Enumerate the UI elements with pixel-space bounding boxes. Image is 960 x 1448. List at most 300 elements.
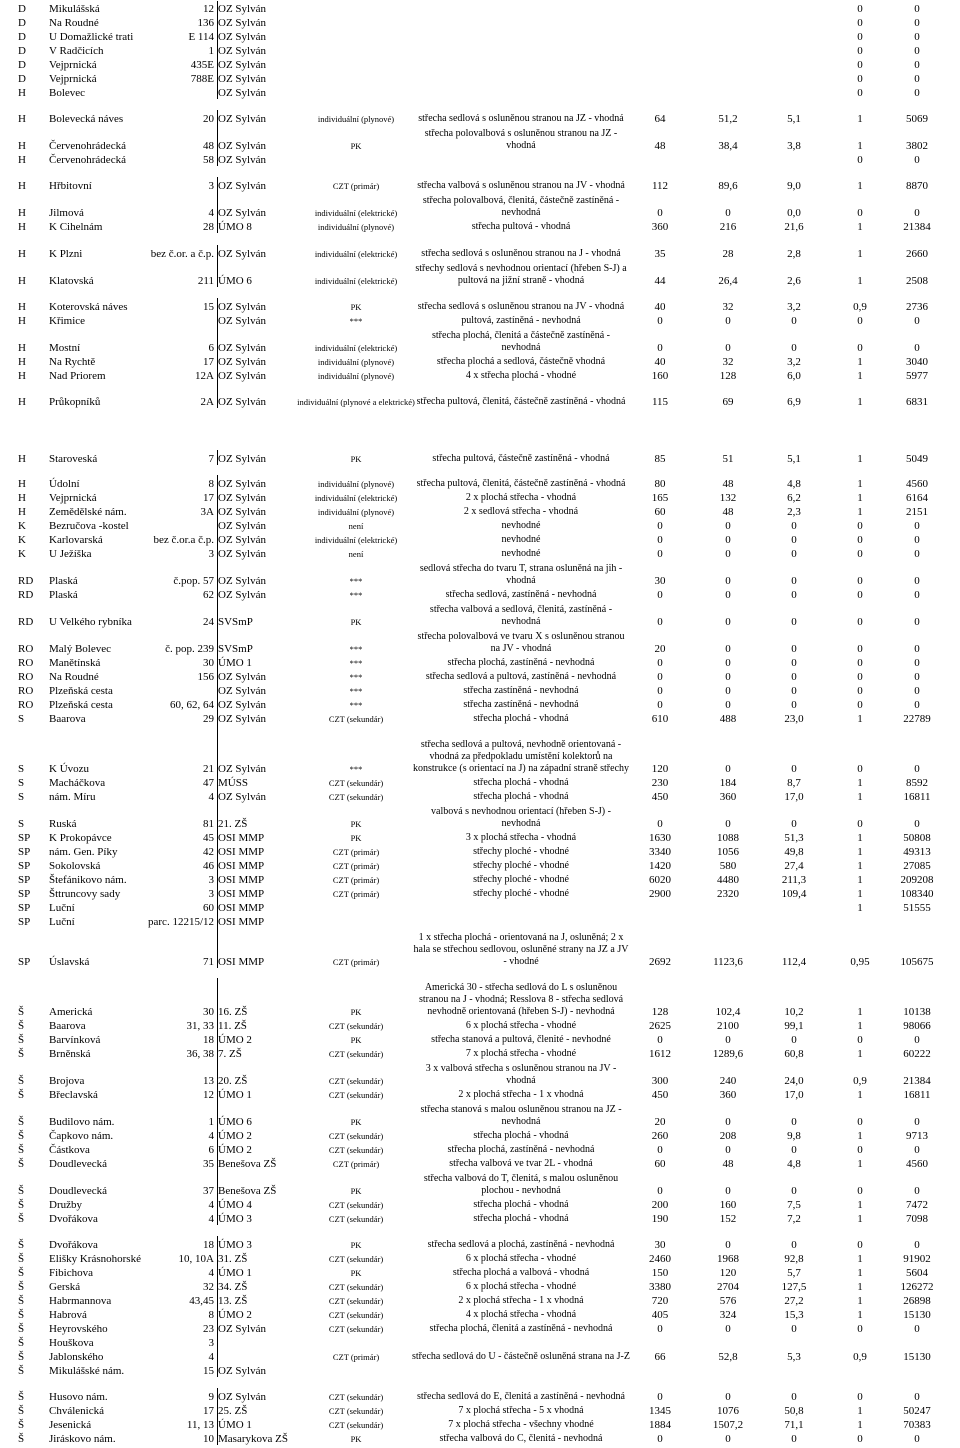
cell-street: Gerská — [49, 1281, 81, 1293]
cell-num: 21 — [203, 763, 214, 775]
cell-roof: střecha pultová, částečně zastíněná - vhodná — [432, 453, 610, 464]
cell-street: U Domažlické trati — [49, 31, 134, 43]
cell-v3 — [772, 43, 816, 57]
cell-v2: 0 — [725, 643, 731, 655]
cell-roof: 6 x plochá střecha - vhodné — [465, 1281, 577, 1292]
cell-v1: 0 — [657, 342, 663, 354]
cell-heat: CZT (sekundár) — [328, 1049, 384, 1059]
cell-heat: *** — [349, 590, 363, 600]
cell-v3: 17,0 — [784, 1089, 804, 1101]
cell-roof: 3 x plochá střecha - vhodná — [465, 832, 577, 843]
cell-v1: 30 — [654, 575, 666, 587]
cell-v5: 0 — [914, 1239, 920, 1251]
cell-street: Habrmannova — [49, 1295, 112, 1307]
cell-v4: 0 — [857, 31, 863, 43]
cell-v2 — [700, 1335, 756, 1349]
cell-num — [140, 683, 214, 697]
cell-roof: střecha sedlová do U - částečně osluněná strana na J-Z — [412, 1351, 630, 1362]
cell-cat: SP — [18, 888, 31, 900]
cell-v2: 0 — [725, 1433, 731, 1445]
cell-num: č. pop. 239 — [165, 643, 214, 655]
cell-roof: střecha sedlová a plochá, zastíněná - nevhodná — [427, 1239, 615, 1250]
cell-v5: 0 — [914, 575, 920, 587]
cell-v4 — [838, 1363, 882, 1377]
cell-v2 — [700, 900, 756, 914]
cell-v2: 488 — [719, 713, 737, 725]
cell-roof: nevhodné — [501, 548, 541, 559]
cell-num: 17 — [203, 492, 214, 504]
cell-owner: OZ Sylván — [217, 177, 298, 192]
cell-v2: 51,2 — [718, 113, 738, 125]
cell-v3: 0 — [791, 818, 797, 830]
cell-street: Brněnská — [49, 1048, 91, 1060]
cell-v1: 60 — [654, 506, 666, 518]
cell-v3: 51,3 — [784, 832, 804, 844]
table-row — [0, 354, 960, 368]
cell-v3: 15,3 — [784, 1309, 804, 1321]
cell-cat: Š — [18, 1048, 25, 1060]
cell-cat: Š — [18, 1116, 25, 1128]
cell-cat: H — [18, 207, 26, 219]
cell-street: Plzeňská cesta — [49, 699, 113, 711]
cell-num: 4 — [208, 1351, 214, 1363]
table-row — [0, 683, 960, 697]
cell-owner: ÚMO 1 — [217, 1087, 298, 1101]
cell-v5: 2660 — [906, 248, 928, 260]
cell-v3 — [772, 900, 816, 914]
cell-v5: 2508 — [906, 275, 928, 287]
cell-street: Na Roudné — [49, 17, 99, 29]
cell-cat: D — [18, 17, 26, 29]
cell-v4: 1 — [857, 902, 863, 914]
cell-v2: 0 — [725, 575, 731, 587]
cell-heat: individuální (plynové) — [317, 507, 395, 517]
cell-v5: 0 — [914, 1391, 920, 1403]
cell-roof: střecha pultová, členitá, částečně zastíněná - vhodná — [416, 478, 626, 489]
cell-v4: 1 — [857, 1048, 863, 1060]
table-row — [0, 177, 960, 192]
cell-roof: střecha sedlová a pultová, zastíněná - nevhodná — [425, 671, 617, 682]
table-row — [0, 1403, 960, 1417]
cell-heat: CZT (sekundár) — [328, 1090, 384, 1100]
cell-v2: 324 — [719, 1309, 737, 1321]
cell-heat: PK — [350, 1240, 362, 1250]
cell-heat: CZT (sekundár) — [328, 792, 384, 802]
cell-owner: OZ Sylván — [217, 560, 298, 587]
cell-v5: 0 — [914, 59, 920, 71]
cell-v4: 1 — [857, 248, 863, 260]
cell-cat: Š — [18, 1239, 25, 1251]
cell-num: 12A — [195, 370, 214, 382]
cell-v2: 0 — [725, 671, 731, 683]
table-row — [0, 1321, 960, 1335]
cell-heat: CZT (sekundár) — [328, 1310, 384, 1320]
cell-v4: 1 — [857, 113, 863, 125]
cell-v1: 720 — [651, 1295, 669, 1307]
cell-v1: 0 — [657, 1034, 663, 1046]
cell-num: 6 — [208, 342, 214, 354]
cell-v3: 2,3 — [787, 506, 801, 518]
cell-owner: OZ Sylván — [217, 192, 298, 219]
cell-street: Průkopníků — [49, 396, 101, 408]
cell-cat: H — [18, 113, 26, 125]
cell-v1: 2625 — [649, 1020, 671, 1032]
cell-heat: *** — [349, 316, 363, 326]
cell-v4: 0 — [857, 73, 863, 85]
cell-v2: 0 — [725, 548, 731, 560]
cell-street: Sokolovská — [49, 860, 101, 872]
cell-street: Údolní — [49, 478, 80, 490]
cell-street: Čapkovo nám. — [49, 1130, 114, 1142]
cell-num: 6 — [208, 1144, 214, 1156]
cell-owner: ÚMO 8 — [217, 219, 298, 233]
cell-v1: 0 — [657, 534, 663, 546]
cell-cat: H — [18, 370, 26, 382]
cell-v2: 576 — [719, 1295, 737, 1307]
cell-owner: 25. ZŠ — [217, 1403, 298, 1417]
table-row — [0, 914, 960, 928]
cell-num: 4 — [208, 207, 214, 219]
cell-v1: 0 — [657, 207, 663, 219]
cell-v2: 216 — [719, 221, 737, 233]
cell-cat: H — [18, 315, 26, 327]
cell-num — [140, 518, 214, 532]
cell-v1: 64 — [654, 113, 666, 125]
cell-cat: Š — [18, 1034, 25, 1046]
cell-owner: OSI MMP — [217, 830, 298, 844]
cell-v4: 0 — [857, 657, 863, 669]
cell-v2: 26,4 — [718, 275, 738, 287]
cell-v4: 0 — [857, 1034, 863, 1046]
cell-num: 30 — [203, 657, 214, 669]
cell-v2: 0 — [725, 589, 731, 601]
table-row — [0, 1101, 960, 1128]
cell-roof: 7 x plochá střecha - všechny vhodné — [448, 1419, 594, 1430]
cell-num: 47 — [203, 777, 214, 789]
cell-cat: H — [18, 396, 26, 408]
cell-v4: 0 — [857, 685, 863, 697]
cell-street: Jesenická — [49, 1419, 92, 1431]
cell-cat: H — [18, 478, 26, 490]
cell-num: 37 — [203, 1185, 214, 1197]
cell-num: 46 — [203, 860, 214, 872]
cell-owner: OZ Sylván — [217, 1363, 298, 1377]
cell-roof — [412, 43, 630, 57]
cell-v4: 0,95 — [850, 956, 870, 968]
cell-v2: 0 — [725, 1323, 731, 1335]
cell-cat: S — [18, 818, 25, 830]
cell-num: 156 — [197, 671, 214, 683]
table-row — [0, 1349, 960, 1363]
cell-v1: 160 — [651, 370, 669, 382]
cell-owner: 11. ZŠ — [217, 1018, 298, 1032]
cell-v5: 3040 — [906, 356, 928, 368]
cell-v4: 1 — [857, 1130, 863, 1142]
cell-street: Baarova — [49, 713, 86, 725]
cell-street: Fibichova — [49, 1267, 93, 1279]
cell-street: V Radčicích — [49, 45, 104, 57]
cell-v3: 6,2 — [787, 492, 801, 504]
cell-v2 — [700, 914, 756, 928]
cell-v1: 85 — [654, 453, 666, 465]
cell-cat: D — [18, 45, 26, 57]
cell-v1: 0 — [657, 1144, 663, 1156]
cell-v5: 0 — [914, 87, 920, 99]
cell-cat: H — [18, 180, 26, 192]
cell-num: 62 — [203, 589, 214, 601]
cell-num: č.pop. 57 — [173, 575, 214, 587]
cell-roof: střecha polovalbová ve tvaru X s osluněnou stranou na JV - vhodná — [417, 631, 625, 654]
cell-v4: 0 — [857, 1239, 863, 1251]
cell-v3: 0 — [791, 1433, 797, 1445]
cell-v2: 0 — [725, 1185, 731, 1197]
cell-roof: střecha pultová - vhodná — [471, 221, 571, 232]
cell-num: 9 — [208, 1391, 214, 1403]
cell-owner: OZ Sylván — [217, 43, 298, 57]
cell-num: 42 — [203, 846, 214, 858]
cell-num: 13 — [203, 1075, 214, 1087]
cell-v3: 0 — [791, 671, 797, 683]
cell-v5: 0 — [914, 73, 920, 85]
cell-num: 35 — [203, 1158, 214, 1170]
cell-v4: 0 — [857, 1433, 863, 1445]
cell-owner: OZ Sylván — [217, 504, 298, 518]
cell-v4: 0 — [857, 154, 863, 166]
cell-v1: 60 — [654, 1158, 666, 1170]
cell-v2: 240 — [719, 1075, 737, 1087]
cell-v2: 160 — [719, 1199, 737, 1211]
cell-v3: 3,2 — [787, 356, 801, 368]
cell-cat: Š — [18, 1020, 25, 1032]
cell-v2: 28 — [722, 248, 734, 260]
cell-v2: 132 — [719, 492, 737, 504]
cell-cat: D — [18, 73, 26, 85]
cell-street: Budilovo nám. — [49, 1116, 115, 1128]
cell-cat: Š — [18, 1419, 25, 1431]
cell-v4: 1 — [857, 1253, 863, 1265]
cell-heat: individuální (elektrické) — [314, 276, 398, 286]
cell-street: U Velkého rybníka — [49, 616, 132, 628]
table-row — [0, 110, 960, 125]
cell-v3: 0 — [791, 699, 797, 711]
cell-street: Částkova — [49, 1144, 90, 1156]
cell-owner: OSI MMP — [217, 858, 298, 872]
table-row — [0, 1087, 960, 1101]
cell-v3 — [772, 85, 816, 99]
cell-v3: 0 — [791, 342, 797, 354]
cell-owner: OZ Sylván — [217, 29, 298, 43]
cell-heat: CZT (sekundár) — [328, 1214, 384, 1224]
cell-street: Luční — [49, 902, 75, 914]
cell-v2: 120 — [719, 1267, 737, 1279]
cell-heat: CZT (primár) — [332, 847, 380, 857]
cell-v3: 5,7 — [787, 1267, 801, 1279]
table-row — [0, 669, 960, 683]
cell-roof: střecha sedlová s osluněnou stranou na J - vhodná — [421, 248, 621, 259]
cell-num: 20 — [203, 113, 214, 125]
cell-num: 29 — [203, 713, 214, 725]
cell-street: K Plzni — [49, 248, 83, 260]
cell-num: 3 — [208, 1337, 214, 1349]
cell-street: Bolevec — [49, 87, 86, 99]
cell-street: Doudlevecká — [49, 1158, 108, 1170]
cell-v2: 2100 — [717, 1020, 739, 1032]
cell-owner: ÚMO 1 — [217, 1265, 298, 1279]
cell-owner: OZ Sylván — [217, 382, 298, 408]
table-row — [0, 43, 960, 57]
cell-v4: 0 — [857, 589, 863, 601]
cell-v2: 1289,6 — [712, 1048, 744, 1060]
cell-v2: 89,6 — [718, 180, 738, 192]
cell-heat: individuální (elektrické) — [314, 535, 398, 545]
cell-roof: 2 x plochá střecha - 1 x vhodná — [458, 1295, 584, 1306]
cell-heat: PK — [350, 833, 362, 843]
cell-cat: SP — [18, 846, 31, 858]
cell-v1: 1420 — [649, 860, 671, 872]
cell-v2 — [700, 85, 756, 99]
table-row — [0, 368, 960, 382]
cell-v4: 1 — [857, 1281, 863, 1293]
cell-roof: střecha valbová do C, členitá - nevhodná — [439, 1433, 603, 1444]
cell-v1: 0 — [657, 1323, 663, 1335]
cell-v5: 5069 — [906, 113, 928, 125]
cell-street: Malý Bolevec — [49, 643, 112, 655]
cell-heat: CZT (sekundár) — [328, 1324, 384, 1334]
cell-num: E 114 — [188, 31, 214, 43]
cell-cat: Š — [18, 1309, 25, 1321]
cell-num: 15 — [203, 301, 214, 313]
cell-v5: 0 — [914, 657, 920, 669]
cell-street: Houškova — [49, 1337, 94, 1349]
cell-owner: OZ Sylván — [217, 152, 298, 166]
table-row — [0, 1307, 960, 1321]
cell-num: 30 — [203, 1006, 214, 1018]
cell-v2 — [700, 1363, 756, 1377]
cell-v1: 2460 — [649, 1253, 671, 1265]
cell-street: Barvínková — [49, 1034, 101, 1046]
cell-roof: střecha zastíněná - nevhodná — [463, 685, 579, 696]
cell-v4: 0 — [857, 315, 863, 327]
cell-roof: střecha sedlová, zastíněná - nevhodná — [445, 589, 597, 600]
cell-v1 — [640, 43, 680, 57]
cell-v3: 0 — [791, 685, 797, 697]
cell-owner: OZ Sylván — [217, 71, 298, 85]
cell-heat — [296, 1, 416, 15]
cell-v1: 0 — [657, 671, 663, 683]
cell-roof: střecha plochá - vhodná — [473, 1130, 569, 1141]
table-row — [0, 725, 960, 775]
table-row — [0, 830, 960, 844]
cell-roof: 2 x plochá střecha - 1 x vhodná — [458, 1089, 584, 1100]
cell-num: 71 — [203, 956, 214, 968]
cell-v2: 32 — [722, 356, 734, 368]
cell-owner: 13. ZŠ — [217, 1293, 298, 1307]
cell-heat: *** — [349, 644, 363, 654]
cell-heat — [296, 43, 416, 57]
cell-v3: 5,1 — [787, 113, 801, 125]
table-row — [0, 628, 960, 655]
cell-v1 — [640, 85, 680, 99]
cell-roof: 6 x plochá střecha - vhodné — [465, 1253, 577, 1264]
cell-v1: 66 — [654, 1351, 666, 1363]
cell-cat: Š — [18, 1391, 25, 1403]
cell-cat: Š — [18, 1185, 25, 1197]
cell-v1: 0 — [657, 589, 663, 601]
cell-street: U Ježíška — [49, 548, 92, 560]
table-row — [0, 1197, 960, 1211]
cell-v5: 0 — [914, 154, 920, 166]
table-row — [0, 298, 960, 313]
cell-heat — [296, 29, 416, 43]
cell-owner: OZ Sylván — [217, 697, 298, 711]
table-row — [0, 382, 960, 408]
cell-roof — [412, 29, 630, 43]
cell-heat: CZT (primár) — [332, 861, 380, 871]
cell-num: 18 — [203, 1239, 214, 1251]
cell-street: Hřbitovní — [49, 180, 92, 192]
cell-owner: ÚMO 1 — [217, 1417, 298, 1431]
cell-street: Heyrovského — [49, 1323, 108, 1335]
cell-roof: střecha plochá a sedlová, částečně vhodná — [436, 356, 606, 367]
cell-heat: CZT (primár) — [332, 181, 380, 191]
cell-v5: 0 — [914, 671, 920, 683]
cell-heat: PK — [350, 1268, 362, 1278]
cell-heat: CZT (primár) — [332, 1352, 380, 1362]
cell-cat: SP — [18, 916, 31, 928]
cell-num — [140, 313, 214, 327]
cell-heat — [296, 1335, 416, 1349]
cell-v5: 91902 — [903, 1253, 931, 1265]
cell-roof: sedlová střecha do tvaru T, strana osluněná na jih - vhodná — [419, 563, 623, 586]
cell-v2: 38,4 — [718, 140, 738, 152]
cell-roof: střecha stanová a pultová, členité - nevhodné — [431, 1034, 611, 1045]
cell-v4: 1 — [857, 492, 863, 504]
cell-v5: 0 — [914, 589, 920, 601]
cell-v5: 16811 — [903, 1089, 931, 1101]
cell-v3: 0 — [791, 1239, 797, 1251]
cell-v3: 2,6 — [787, 275, 801, 287]
cell-heat: individuální (elektrické) — [314, 249, 398, 259]
cell-roof: střecha sedlová s osluněnou stranou na JV - vhodná — [417, 301, 625, 312]
cell-v4: 0 — [857, 763, 863, 775]
cell-heat: individuální (elektrické) — [314, 343, 398, 353]
cell-v5: 98066 — [903, 1020, 931, 1032]
cell-v4: 0 — [857, 575, 863, 587]
cell-v2: 2320 — [717, 888, 739, 900]
cell-v5: 0 — [914, 643, 920, 655]
cell-v2: 1088 — [717, 832, 739, 844]
table-row — [0, 587, 960, 601]
table-row — [0, 872, 960, 886]
cell-owner: ÚMO 6 — [217, 1101, 298, 1128]
cell-cat: SP — [18, 860, 31, 872]
cell-v5: 2151 — [906, 506, 928, 518]
cell-owner: OSI MMP — [217, 872, 298, 886]
cell-v1: 165 — [651, 492, 669, 504]
cell-v3: 7,5 — [787, 1199, 801, 1211]
cell-v3: 0 — [791, 548, 797, 560]
cell-v3: 4,8 — [787, 478, 801, 490]
cell-v3: 8,7 — [787, 777, 801, 789]
cell-v2: 1123,6 — [713, 956, 743, 968]
cell-cat: RO — [18, 685, 34, 697]
cell-v3 — [772, 71, 816, 85]
cell-v2: 1968 — [717, 1253, 739, 1265]
cell-street: Jiráskovo nám. — [49, 1433, 116, 1445]
cell-cat: H — [18, 453, 26, 465]
cell-v1 — [640, 71, 680, 85]
cell-heat: *** — [349, 672, 363, 682]
